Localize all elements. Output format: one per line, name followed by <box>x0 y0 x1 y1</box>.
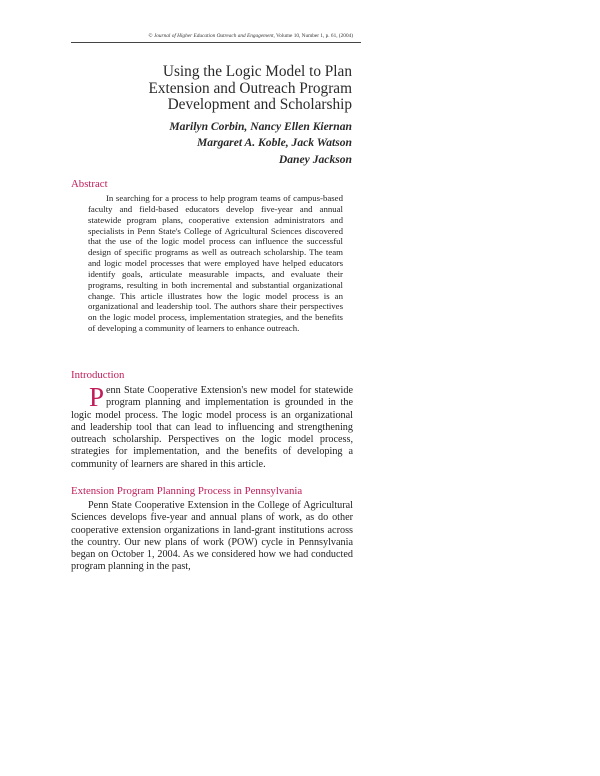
article-title: Using the Logic Model to Plan Extension and Outreach Program Development and Scholarship <box>148 63 352 113</box>
introduction-heading: Introduction <box>71 369 125 381</box>
author-line: Margaret A. Koble, Jack Watson <box>196 136 352 150</box>
copyright-symbol: © <box>148 33 154 39</box>
abstract-heading: Abstract <box>71 178 108 190</box>
citation: , Volume 10, Number 1, p. 61, (2004) <box>273 33 353 39</box>
author-list <box>90 119 352 168</box>
running-header <box>95 33 353 40</box>
drop-cap: P <box>89 382 105 412</box>
journal-name: Journal of Higher Education Outreach and Engagement <box>153 33 274 39</box>
header-rule <box>71 42 361 43</box>
planning-paragraph: Penn State Cooperative Extension in the College of Agricultural Sciences develops five-year and annual plans of work, as do other cooperative extension organizations in land-grant institutions across the country. Our new plans of work (POW) cycle in Pennsylvania began on October 1, 2004. As we considered how we had conducted program planning in the past, <box>71 500 353 573</box>
abstract-text: In searching for a process to help program teams of campus-based faculty and field-based educators develop five-year and annual statewide program plans, cooperative extension administrators and specialists in Penn State's College of Agricultural Sciences discovered that the use of the logic model process can influence the successful design of specific programs as well as outreach scholarship. The team and logic model processes that were employed have helped educators identify goals, articulate measurable impacts, and evaluate their programs, resulting in both incremental and substantial organizational change. This article illustrates how the logic model process is an organizational and leadership tool. The authors share their perspectives on the logic model process, implementation strategies, and the benefits of developing a community of learners to enhance outreach. <box>88 193 343 334</box>
author-line: Daney Jackson <box>278 152 352 166</box>
introduction-paragraph <box>71 382 353 471</box>
planning-heading: Extension Program Planning Process in Pennsylvania <box>71 485 303 497</box>
introduction-text: enn State Cooperative Extension's new model for statewide program planning and implementation is grounded in the logic model process. The logic model process is an organizational and leadership tool that can lead to influencing and strengthening outreach scholarship. Perspectives on the logic model process, strategies for implementation, and the benefits of developing a community of learners are shared in this article. <box>71 385 353 470</box>
author-line: Marilyn Corbin, Nancy Ellen Kiernan <box>169 120 352 133</box>
